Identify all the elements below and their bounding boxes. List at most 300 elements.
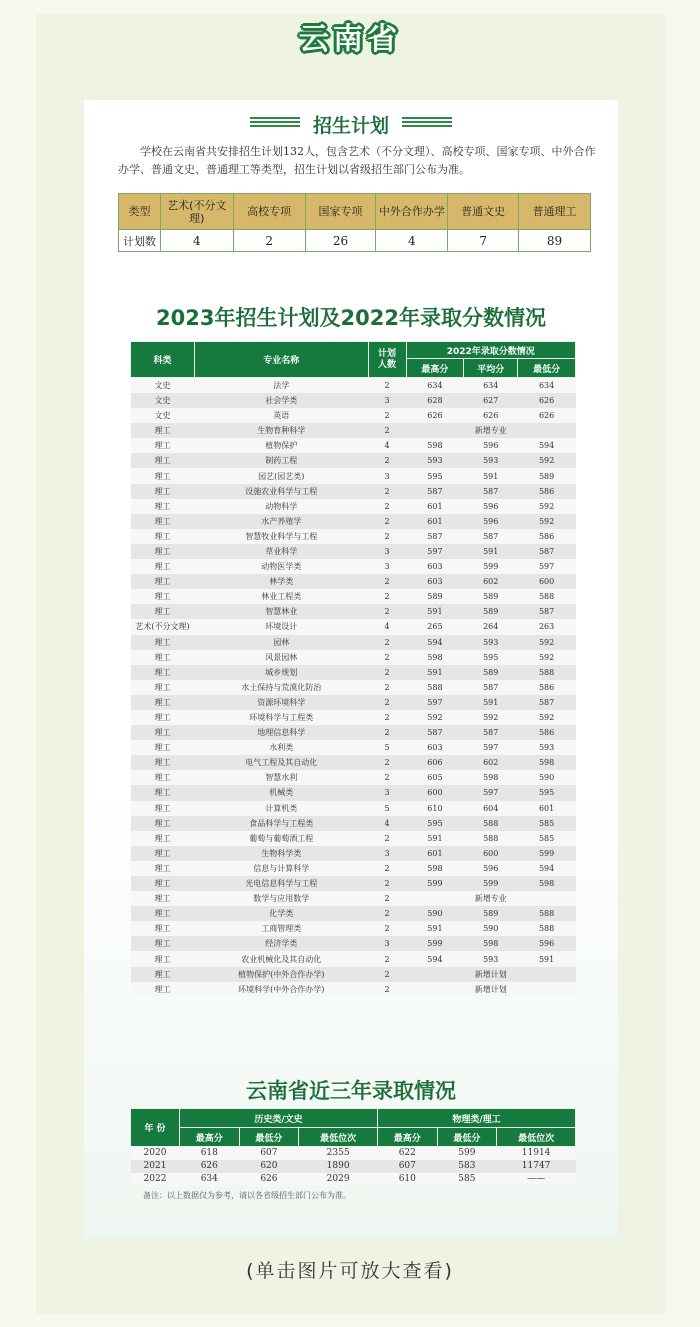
table-cell: 4 — [368, 438, 406, 453]
header-sub: 最低位次 — [497, 1128, 576, 1147]
header-sub: 最高分 — [377, 1128, 437, 1147]
header-category: 科类 — [131, 342, 195, 378]
table-cell: 593 — [464, 635, 518, 650]
table-cell: 598 — [518, 876, 576, 891]
table-cell: 592 — [518, 499, 576, 514]
table-cell: 587 — [464, 725, 518, 740]
header-max: 最高分 — [406, 359, 464, 378]
history-cell: 622 — [377, 1147, 437, 1161]
table-cell: 591 — [464, 468, 518, 483]
table-cell: 2 — [368, 725, 406, 740]
table-cell: 596 — [464, 861, 518, 876]
table-row — [131, 589, 576, 604]
history-cell: 626 — [180, 1160, 240, 1173]
table-cell: 594 — [518, 861, 576, 876]
table-row — [131, 393, 576, 408]
table-cell: 588 — [406, 680, 464, 695]
page-title: 云南省 — [299, 22, 401, 57]
history-row — [131, 1160, 576, 1173]
table-cell: 595 — [406, 468, 464, 483]
table-cell: 3 — [368, 544, 406, 559]
table-cell: 598 — [406, 650, 464, 665]
table-cell: 理工 — [131, 906, 195, 921]
table-cell: 理工 — [131, 831, 195, 846]
table-cell: 2 — [368, 861, 406, 876]
table-cell: 603 — [406, 559, 464, 574]
table-cell: 理工 — [131, 695, 195, 710]
table-cell: 智慧牧业科学与工程 — [194, 529, 368, 544]
table-row — [131, 710, 576, 725]
table-cell: 信息与计算科学 — [194, 861, 368, 876]
table-cell: 2 — [368, 378, 406, 394]
table-cell: 589 — [464, 906, 518, 921]
table-row — [131, 921, 576, 936]
table-cell: 2 — [368, 574, 406, 589]
table-cell: 理工 — [131, 680, 195, 695]
plan-header-cell: 艺术(不分文理) — [160, 194, 233, 230]
table-cell: 634 — [518, 378, 576, 394]
table-row — [131, 499, 576, 514]
history-cell: 585 — [437, 1173, 497, 1186]
table-cell: 资源环境科学 — [194, 695, 368, 710]
table-cell: 589 — [464, 589, 518, 604]
table-cell: 586 — [518, 680, 576, 695]
table-cell: 3 — [368, 846, 406, 861]
table-cell: 理工 — [131, 635, 195, 650]
table-cell: 589 — [406, 589, 464, 604]
table-cell: 594 — [406, 951, 464, 966]
table-cell: 594 — [406, 635, 464, 650]
header-physics-group: 物理类/理工 — [377, 1109, 575, 1128]
table-cell: 600 — [518, 574, 576, 589]
table-cell: 626 — [464, 408, 518, 423]
plan-cell: 计划数 — [119, 230, 161, 252]
table-cell: 设施农业科学与工程 — [194, 484, 368, 499]
table-cell: 596 — [518, 936, 576, 951]
table-row — [131, 816, 576, 831]
table-cell: 628 — [406, 393, 464, 408]
history-cell: 2020 — [131, 1147, 180, 1161]
table-cell: 林业工程类 — [194, 589, 368, 604]
table-row — [131, 846, 576, 861]
table-cell: 606 — [406, 755, 464, 770]
table-cell: 590 — [464, 921, 518, 936]
table-cell: 环境科学(中外合作办学) — [194, 982, 368, 997]
table-cell: 2 — [368, 665, 406, 680]
table-cell: 葡萄与葡萄酒工程 — [194, 831, 368, 846]
history-row — [131, 1147, 576, 1161]
table-cell: 理工 — [131, 801, 195, 816]
table-row — [131, 650, 576, 665]
table-cell: 4 — [368, 816, 406, 831]
table-cell: 电气工程及其自动化 — [194, 755, 368, 770]
table-row — [131, 378, 576, 394]
table-cell: 城乡规划 — [194, 665, 368, 680]
table-row — [131, 453, 576, 468]
table-cell: 586 — [518, 484, 576, 499]
table-cell: 理工 — [131, 921, 195, 936]
table-cell: 2 — [368, 770, 406, 785]
table-cell: 社会学类 — [194, 393, 368, 408]
table-cell: 2 — [368, 650, 406, 665]
table-cell: 法学 — [194, 378, 368, 394]
table-cell: 2 — [368, 695, 406, 710]
table-cell: 592 — [518, 635, 576, 650]
table-cell: 593 — [518, 740, 576, 755]
table-cell: 591 — [464, 695, 518, 710]
table-cell: 626 — [406, 408, 464, 423]
header-min: 最低分 — [518, 359, 576, 378]
table-cell: 英语 — [194, 408, 368, 423]
table-cell: 587 — [406, 529, 464, 544]
table-cell: 5 — [368, 740, 406, 755]
table-cell: 593 — [464, 453, 518, 468]
table-row — [131, 665, 576, 680]
table-cell: 2 — [368, 604, 406, 619]
history-cell: 2021 — [131, 1160, 180, 1173]
table-cell: 588 — [518, 589, 576, 604]
scores-table-body — [131, 378, 576, 997]
table-cell: 610 — [406, 801, 464, 816]
table-cell: 理工 — [131, 499, 195, 514]
header-history-group: 历史类/文史 — [180, 1109, 378, 1128]
table-cell: 634 — [464, 378, 518, 394]
table-cell: 2 — [368, 484, 406, 499]
table-cell: 592 — [518, 650, 576, 665]
header-plan: 计划人数 — [368, 342, 406, 378]
table-cell: 600 — [406, 785, 464, 800]
table-cell: 601 — [518, 801, 576, 816]
table-row — [131, 468, 576, 483]
history-cell: 607 — [239, 1147, 299, 1161]
plan-cell: 89 — [519, 230, 591, 252]
table-cell: 263 — [518, 619, 576, 634]
table-cell: 597 — [518, 559, 576, 574]
history-cell: 599 — [437, 1147, 497, 1161]
table-row — [131, 936, 576, 951]
plan-table — [118, 193, 591, 252]
table-cell: 理工 — [131, 876, 195, 891]
table-row — [131, 604, 576, 619]
table-cell: 理工 — [131, 484, 195, 499]
table-cell: 599 — [464, 559, 518, 574]
table-cell: 598 — [406, 861, 464, 876]
scores-table — [130, 341, 576, 997]
history-cell: 626 — [239, 1173, 299, 1186]
table-cell: 3 — [368, 559, 406, 574]
table-cell: 591 — [406, 604, 464, 619]
table-cell: 3 — [368, 393, 406, 408]
table-row — [131, 680, 576, 695]
table-cell: 植物保护 — [194, 438, 368, 453]
table-cell: 594 — [518, 438, 576, 453]
table-cell: 585 — [518, 816, 576, 831]
table-row — [131, 982, 576, 997]
table-cell: 602 — [464, 755, 518, 770]
table-row — [131, 635, 576, 650]
table-cell: 理工 — [131, 559, 195, 574]
table-cell: 598 — [464, 936, 518, 951]
table-cell: 592 — [464, 710, 518, 725]
table-cell: 587 — [518, 695, 576, 710]
table-cell: 智慧水利 — [194, 770, 368, 785]
history-cell: —— — [497, 1173, 576, 1186]
table-cell: 2 — [368, 710, 406, 725]
table-cell: 园林 — [194, 635, 368, 650]
table-cell: 586 — [518, 529, 576, 544]
table-cell: 环境科学与工程类 — [194, 710, 368, 725]
table-cell: 理工 — [131, 936, 195, 951]
table-cell: 626 — [518, 393, 576, 408]
table-row — [131, 770, 576, 785]
history-cell: 583 — [437, 1160, 497, 1173]
table-cell: 工商管理类 — [194, 921, 368, 936]
table-cell: 新增专业 — [406, 891, 575, 906]
table-cell: 文史 — [131, 408, 195, 423]
history-cell: 11914 — [497, 1147, 576, 1161]
table-cell: 592 — [518, 710, 576, 725]
table-cell: 4 — [368, 619, 406, 634]
table-cell: 理工 — [131, 710, 195, 725]
table-cell: 592 — [518, 453, 576, 468]
history-cell: 634 — [180, 1173, 240, 1186]
table-row — [131, 785, 576, 800]
table-cell: 地理信息科学 — [194, 725, 368, 740]
table-cell: 理工 — [131, 846, 195, 861]
table-cell: 586 — [518, 725, 576, 740]
table-cell: 265 — [406, 619, 464, 634]
table-cell: 水土保持与荒漠化防治 — [194, 680, 368, 695]
table-cell: 风景园林 — [194, 650, 368, 665]
table-row — [131, 891, 576, 906]
table-cell: 601 — [406, 846, 464, 861]
table-cell: 化学类 — [194, 906, 368, 921]
table-cell: 园艺(园艺类) — [194, 468, 368, 483]
header-avg: 平均分 — [464, 359, 518, 378]
history-section-title: 云南省近三年录取情况 — [246, 1079, 456, 1103]
table-row — [131, 755, 576, 770]
table-cell: 597 — [464, 740, 518, 755]
plan-description: 学校在云南省共安排招生计划132人，包含艺术（不分文理）、高校专项、国家专项、中外合作办学、普通文史、普通理工等类型，招生计划以省级招生部门公布为准。 — [118, 145, 596, 176]
table-cell: 589 — [464, 604, 518, 619]
table-row — [131, 951, 576, 966]
history-row — [131, 1173, 576, 1186]
table-cell: 587 — [464, 529, 518, 544]
table-cell: 2 — [368, 514, 406, 529]
table-row — [131, 544, 576, 559]
table-cell: 理工 — [131, 438, 195, 453]
history-table-body — [131, 1147, 576, 1187]
table-cell: 599 — [518, 846, 576, 861]
table-cell: 587 — [464, 484, 518, 499]
table-row — [131, 831, 576, 846]
table-cell: 理工 — [131, 453, 195, 468]
table-cell: 2 — [368, 635, 406, 650]
table-cell: 理工 — [131, 544, 195, 559]
table-cell: 598 — [406, 438, 464, 453]
scores-section-title: 2023年招生计划及2022年录取分数情况 — [156, 306, 546, 330]
table-cell: 草业科学 — [194, 544, 368, 559]
table-cell: 艺术(不分文理) — [131, 619, 195, 634]
table-cell: 587 — [518, 544, 576, 559]
table-cell: 603 — [406, 740, 464, 755]
table-cell: 水利类 — [194, 740, 368, 755]
table-cell: 596 — [464, 438, 518, 453]
table-cell: 588 — [464, 816, 518, 831]
table-cell: 理工 — [131, 816, 195, 831]
table-cell: 环境设计 — [194, 619, 368, 634]
table-row — [131, 514, 576, 529]
table-cell: 新增计划 — [406, 982, 575, 997]
header-sub: 最低位次 — [299, 1128, 378, 1147]
plan-table-header — [119, 194, 591, 230]
table-cell: 理工 — [131, 891, 195, 906]
table-cell: 589 — [518, 468, 576, 483]
header-sub: 最低分 — [239, 1128, 299, 1147]
table-cell: 经济学类 — [194, 936, 368, 951]
table-row — [131, 967, 576, 982]
table-cell: 2 — [368, 529, 406, 544]
table-cell: 587 — [518, 604, 576, 619]
table-cell: 599 — [406, 876, 464, 891]
table-cell: 理工 — [131, 468, 195, 483]
table-cell: 理工 — [131, 589, 195, 604]
table-cell: 590 — [406, 906, 464, 921]
table-cell: 2 — [368, 680, 406, 695]
table-cell: 587 — [406, 484, 464, 499]
table-row — [131, 725, 576, 740]
table-cell: 2 — [368, 891, 406, 906]
table-cell: 2 — [368, 876, 406, 891]
table-cell: 理工 — [131, 725, 195, 740]
table-row — [131, 529, 576, 544]
table-cell: 2 — [368, 453, 406, 468]
table-cell: 601 — [406, 514, 464, 529]
history-cell: 618 — [180, 1147, 240, 1161]
table-cell: 587 — [406, 725, 464, 740]
plan-header-cell: 高校专项 — [233, 194, 305, 230]
table-cell: 590 — [518, 770, 576, 785]
table-cell: 588 — [518, 906, 576, 921]
table-cell: 新增计划 — [406, 967, 575, 982]
table-cell: 588 — [518, 921, 576, 936]
history-cell: 11747 — [497, 1160, 576, 1173]
table-cell: 598 — [464, 770, 518, 785]
table-cell: 591 — [406, 831, 464, 846]
table-cell: 595 — [406, 816, 464, 831]
table-cell: 592 — [406, 710, 464, 725]
table-cell: 理工 — [131, 574, 195, 589]
table-cell: 2 — [368, 755, 406, 770]
table-cell: 2 — [368, 423, 406, 438]
plan-header-cell: 普通理工 — [519, 194, 591, 230]
table-cell: 593 — [406, 453, 464, 468]
table-cell: 597 — [464, 785, 518, 800]
enlarge-hint[interactable]: (单击图片可放大查看) — [246, 1260, 454, 1282]
table-row — [131, 574, 576, 589]
history-cell: 1890 — [299, 1160, 378, 1173]
table-cell: 文史 — [131, 393, 195, 408]
history-note: 备注：以上数据仅为参考，请以各省级招生部门公布为准。 — [143, 1191, 351, 1200]
history-cell: 2029 — [299, 1173, 378, 1186]
table-cell: 2 — [368, 499, 406, 514]
table-row — [131, 423, 576, 438]
table-cell: 理工 — [131, 770, 195, 785]
history-cell: 620 — [239, 1160, 299, 1173]
header-sub: 最低分 — [437, 1128, 497, 1147]
table-row — [131, 559, 576, 574]
plan-cell: 4 — [376, 230, 448, 252]
table-cell: 2 — [368, 967, 406, 982]
table-cell: 制药工程 — [194, 453, 368, 468]
table-cell: 2 — [368, 831, 406, 846]
table-cell: 理工 — [131, 604, 195, 619]
plan-cell: 26 — [305, 230, 376, 252]
table-cell: 2 — [368, 408, 406, 423]
table-cell: 理工 — [131, 740, 195, 755]
table-cell: 588 — [464, 831, 518, 846]
table-cell: 3 — [368, 468, 406, 483]
table-row — [131, 801, 576, 816]
table-cell: 595 — [518, 785, 576, 800]
history-table — [130, 1108, 576, 1186]
table-cell: 597 — [406, 695, 464, 710]
table-cell: 596 — [464, 499, 518, 514]
table-row — [131, 861, 576, 876]
table-cell: 理工 — [131, 665, 195, 680]
table-cell: 588 — [518, 665, 576, 680]
history-cell: 2355 — [299, 1147, 378, 1161]
table-cell: 598 — [518, 755, 576, 770]
plan-table-row — [119, 230, 591, 252]
table-cell: 587 — [464, 680, 518, 695]
table-cell: 591 — [518, 951, 576, 966]
table-cell: 理工 — [131, 514, 195, 529]
table-cell: 生物育种科学 — [194, 423, 368, 438]
plan-header-cell: 类型 — [119, 194, 161, 230]
table-cell: 理工 — [131, 785, 195, 800]
table-cell: 597 — [406, 544, 464, 559]
table-cell: 595 — [464, 650, 518, 665]
table-cell: 599 — [464, 876, 518, 891]
table-cell: 2 — [368, 906, 406, 921]
table-cell: 生物科学类 — [194, 846, 368, 861]
table-cell: 林学类 — [194, 574, 368, 589]
table-cell: 动物科学 — [194, 499, 368, 514]
header-score-group: 2022年录取分数情况 — [406, 342, 575, 359]
table-cell: 2 — [368, 982, 406, 997]
table-cell: 627 — [464, 393, 518, 408]
plan-cell: 4 — [160, 230, 233, 252]
table-cell: 光电信息科学与工程 — [194, 876, 368, 891]
table-cell: 5 — [368, 801, 406, 816]
table-cell: 文史 — [131, 378, 195, 394]
table-row — [131, 408, 576, 423]
table-cell: 600 — [464, 846, 518, 861]
table-cell: 理工 — [131, 423, 195, 438]
table-cell: 593 — [464, 951, 518, 966]
table-cell: 591 — [406, 921, 464, 936]
plan-header-cell: 普通文史 — [448, 194, 519, 230]
table-row — [131, 876, 576, 891]
table-cell: 592 — [518, 514, 576, 529]
table-cell: 3 — [368, 936, 406, 951]
plan-section-title: 招生计划 — [312, 115, 389, 137]
table-cell: 2 — [368, 589, 406, 604]
table-cell: 591 — [406, 665, 464, 680]
header-sub: 最高分 — [180, 1128, 240, 1147]
title-decoration-right — [402, 117, 452, 131]
